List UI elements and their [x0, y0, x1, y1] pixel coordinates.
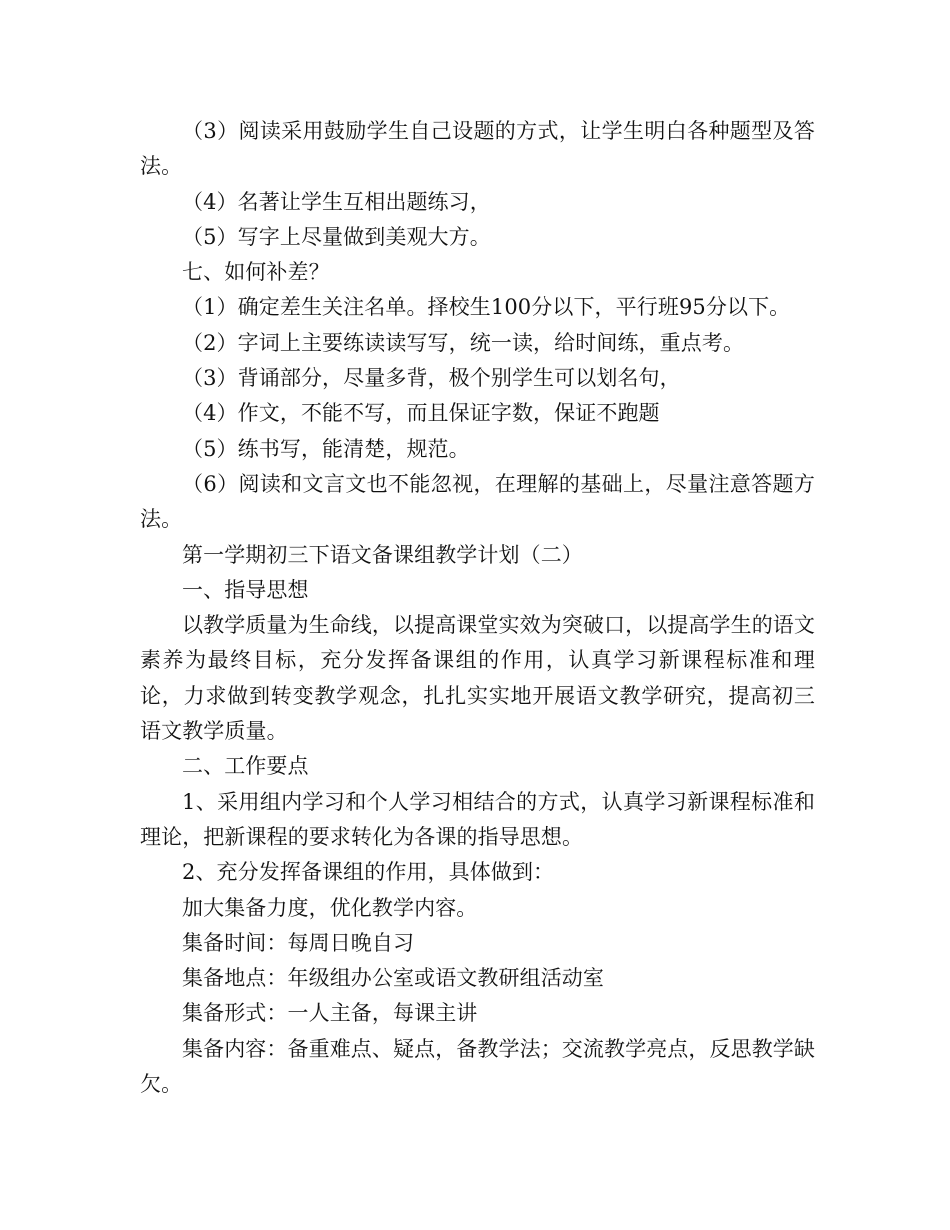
paragraph: 加大集备力度，优化教学内容。 [182, 895, 478, 920]
paragraph: （1）确定差生关注名单。择校生100分以下，平行班95分以下。 [182, 295, 791, 320]
paragraph: （4）名著让学生互相出题练习， [182, 189, 491, 214]
section-heading: 二、工作要点 [182, 754, 309, 779]
section-heading: 七、如何补差？ [182, 260, 330, 285]
document-page [140, 114, 815, 1102]
paragraph: （3）背诵部分，尽量多背，极个别学生可以划名句， [182, 366, 681, 391]
paragraph: 以教学质量为生命线，以提高课堂实效为突破口，以提高学生的语文素养为最终目标，充分发挥备课组的作用，认真学习新课程标准和理论，力求做到转变教学观念，扎扎实实地开展语文教学研究，提高初三语文教学质量。 [140, 613, 815, 744]
paragraph: 集备内容：备重难点、疑点，备教学法；交流教学亮点，反思教学缺欠。 [140, 1036, 815, 1097]
paragraph: （2）字词上主要练读读写写，统一读，给时间练，重点考。 [182, 330, 745, 355]
paragraph: 集备形式：一人主备，每课主讲 [182, 1001, 478, 1026]
paragraph: （4）作文，不能不写，而且保证字数，保证不跑题 [182, 401, 660, 426]
paragraph: （6）阅读和文言文也不能忽视，在理解的基础上，尽量注意答题方法。 [140, 471, 815, 532]
paragraph: （5）写字上尽量做到美观大方。 [182, 224, 491, 249]
paragraph: （3）阅读采用鼓励学生自己设题的方式，让学生明白各种题型及答法。 [140, 119, 815, 179]
paragraph: 集备时间：每周日晚自习 [182, 930, 415, 955]
section-heading: 一、指导思想 [182, 577, 309, 602]
paragraph: （5）练书写，能清楚，规范。 [182, 436, 470, 461]
paragraph: 1、采用组内学习和个人学习相结合的方式，认真学习新课程标准和理论，把新课程的要求转化为各课的指导思想。 [140, 789, 815, 849]
paragraph: 2、充分发挥备课组的作用，具体做到： [182, 860, 555, 885]
document-title: 第一学期初三下语文备课组教学计划（二） [182, 542, 583, 567]
paragraph: 集备地点：年级组办公室或语文教研组活动室 [182, 966, 604, 991]
